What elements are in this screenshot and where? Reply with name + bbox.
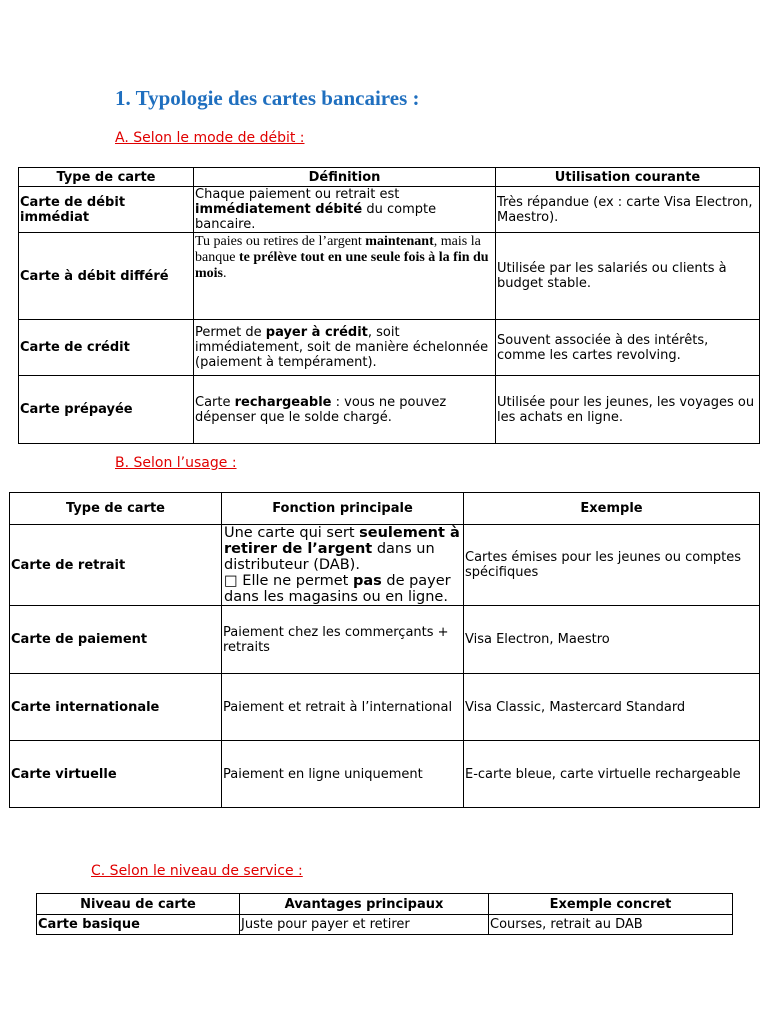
debit-mode-table xyxy=(18,167,760,444)
example-cell: Courses, retrait au DAB xyxy=(489,915,733,935)
col-header-example: Exemple xyxy=(464,493,760,525)
service-level-table xyxy=(36,893,733,935)
col-header-type: Type de carte xyxy=(19,168,194,187)
table-row xyxy=(37,915,733,935)
definition-cell: Permet de payer à crédit, soit immédiatement, soit de manière échelonnée (paiement à tempérament). xyxy=(194,320,496,376)
example-cell: Cartes émises pour les jeunes ou comptes spécifiques xyxy=(464,525,760,606)
example-cell: E-carte bleue, carte virtuelle rechargeable xyxy=(464,741,760,808)
usage-cell: Souvent associée à des intérêts, comme les cartes revolving. xyxy=(496,320,760,376)
section-c-title: C. Selon le niveau de service : xyxy=(91,863,303,879)
table-row xyxy=(10,741,760,808)
table-row xyxy=(19,376,760,444)
example-cell: Visa Classic, Mastercard Standard xyxy=(464,674,760,741)
box-glyph-icon: □ xyxy=(224,573,238,589)
card-type-cell: Carte virtuelle xyxy=(10,741,222,808)
table-row xyxy=(19,320,760,376)
card-type-cell: Carte internationale xyxy=(10,674,222,741)
section-b-title: B. Selon l’usage : xyxy=(115,455,237,471)
definition-cell: Carte rechargeable : vous ne pouvez dépenser que le solde chargé. xyxy=(194,376,496,444)
card-type-cell: Carte prépayée xyxy=(19,376,194,444)
card-type-cell: Carte à débit différé xyxy=(19,233,194,320)
level-cell: Carte basique xyxy=(37,915,240,935)
page-title: 1. Typologie des cartes bancaires : xyxy=(115,86,420,110)
example-cell: Visa Electron, Maestro xyxy=(464,606,760,674)
definition-cell: Chaque paiement ou retrait est immédiatement débité du compte bancaire. xyxy=(194,187,496,233)
col-header-function: Fonction principale xyxy=(222,493,464,525)
usage-cell: Très répandue (ex : carte Visa Electron, Maestro). xyxy=(496,187,760,233)
section-a-title: A. Selon le mode de débit : xyxy=(115,130,305,146)
col-header-example: Exemple concret xyxy=(489,894,733,915)
function-cell: Paiement et retrait à l’international xyxy=(222,674,464,741)
card-type-cell: Carte de débit immédiat xyxy=(19,187,194,233)
card-type-cell: Carte de retrait xyxy=(10,525,222,606)
table-row xyxy=(10,606,760,674)
advantages-cell: Juste pour payer et retirer xyxy=(240,915,489,935)
usage-cell: Utilisée par les salariés ou clients à budget stable. xyxy=(496,233,760,320)
col-header-definition: Définition xyxy=(194,168,496,187)
table-row xyxy=(10,525,760,606)
table-row xyxy=(19,187,760,233)
table-header-row xyxy=(19,168,760,187)
usage-table xyxy=(9,492,760,808)
col-header-usage: Utilisation courante xyxy=(496,168,760,187)
card-type-cell: Carte de crédit xyxy=(19,320,194,376)
function-cell: Paiement en ligne uniquement xyxy=(222,741,464,808)
table-row xyxy=(10,674,760,741)
definition-cell: Tu paies ou retires de l’argent maintenant, mais la banque te prélève tout en une seule fois à la fin du mois. xyxy=(194,233,496,320)
col-header-level: Niveau de carte xyxy=(37,894,240,915)
usage-cell: Utilisée pour les jeunes, les voyages ou les achats en ligne. xyxy=(496,376,760,444)
function-cell: Paiement chez les commerçants + retraits xyxy=(222,606,464,674)
card-type-cell: Carte de paiement xyxy=(10,606,222,674)
col-header-type: Type de carte xyxy=(10,493,222,525)
table-header-row xyxy=(10,493,760,525)
table-row xyxy=(19,233,760,320)
table-header-row xyxy=(37,894,733,915)
function-cell: Une carte qui sert seulement à retirer de l’argent dans un distributeur (DAB). □ Elle ne permet pas de payer dans les magasins ou en ligne. xyxy=(222,525,464,606)
col-header-advantages: Avantages principaux xyxy=(240,894,489,915)
